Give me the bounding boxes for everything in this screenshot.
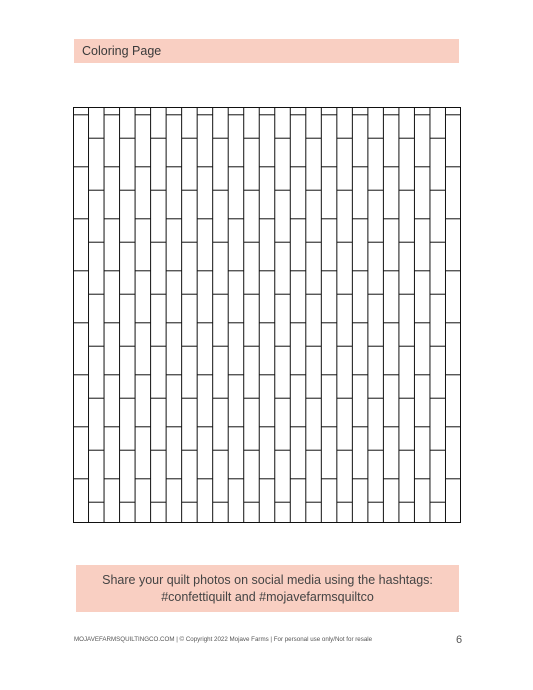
share-text-line-1: Share your quilt photos on social media using the hashtags: — [102, 573, 433, 587]
share-banner — [76, 565, 459, 612]
quilt-coloring-diagram — [73, 107, 461, 523]
page-number: 6 — [456, 634, 463, 646]
quilt-border — [74, 108, 461, 523]
quilt-grid — [73, 107, 461, 523]
footer-copyright: MOJAVEFARMSQUILTINGCO.COM | © Copyright 2022 Mojave Farms | For personal use only/Not for resale — [74, 636, 373, 643]
share-text-line-2: #confettiquilt and #mojavefarmsquiltco — [161, 590, 374, 604]
page-title: Coloring Page — [82, 44, 162, 58]
header-bar — [74, 39, 459, 63]
